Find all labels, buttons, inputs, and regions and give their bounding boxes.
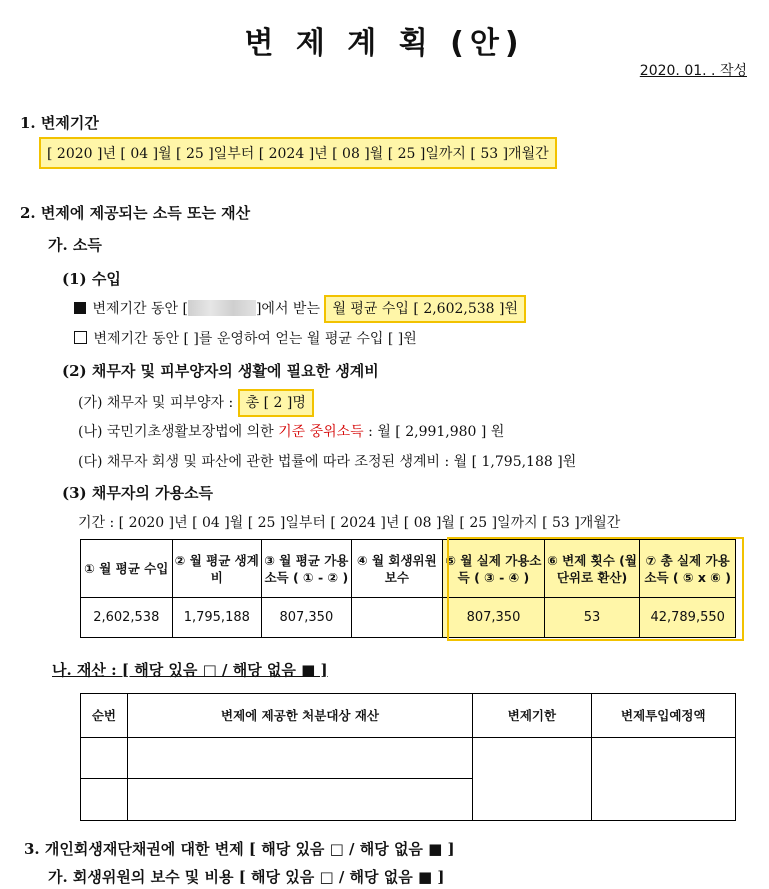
col-living-cost: ② 월 평균 생계비	[172, 540, 262, 598]
col-repayment-count: ⑥ 변제 횟수 (월 단위로 환산)	[544, 540, 640, 598]
col-trustee-fee: ④ 월 회생위원 보수	[351, 540, 443, 598]
col-seq: 순번	[81, 694, 128, 738]
living-cost-a-label: (가) 채무자 및 피부양자 :	[78, 395, 234, 411]
property-cell-item-2	[127, 779, 472, 821]
available-income-heading: (3) 채무자의 가용소득	[62, 484, 213, 502]
cell-actual-available: 807,350	[443, 598, 545, 638]
revenue-option-2-text: 변제기간 동안 [ ]를 운영하여 얻는 월 평균 수입 [ ]원	[93, 331, 417, 347]
section3-sub-a: 가. 회생위원의 보수 및 비용 [ 해당 있음 □ / 해당 없음 ■ ]	[48, 868, 445, 886]
property-cell-seq-2	[81, 779, 128, 821]
col-available-income: ③ 월 평균 가용소득 ( ① - ② )	[262, 540, 352, 598]
available-income-table	[80, 539, 736, 638]
living-cost-b-suffix: : 월 [ 2,991,980 ] 원	[368, 424, 505, 440]
cell-living-cost: 1,795,188	[172, 598, 262, 638]
income-heading: 가. 소득	[48, 236, 102, 254]
property-cell-item-1	[127, 738, 472, 779]
section2-heading: 2. 변제에 제공되는 소득 또는 재산	[20, 204, 251, 222]
col-actual-available: ⑤ 월 실제 가용소득 ( ③ - ④ )	[443, 540, 545, 598]
revenue-option-1-mid: ]에서 받는	[255, 301, 320, 317]
redacted-employer	[188, 300, 256, 316]
cell-available-income: 807,350	[262, 598, 352, 638]
col-deadline: 변제기한	[473, 694, 591, 738]
available-income-period: 기간 : [ 2020 ]년 [ 04 ]월 [ 25 ]일부터 [ 2024 ]년 [ 08 ]월 [ 25 ]일까지 [ 53 ]개월간	[78, 515, 621, 531]
col-monthly-income: ① 월 평균 수입	[81, 540, 173, 598]
col-property: 변제에 제공한 처분대상 재산	[127, 694, 472, 738]
revenue-option-1	[72, 298, 526, 318]
property-cell-seq-1	[81, 738, 128, 779]
cell-monthly-income: 2,602,538	[81, 598, 173, 638]
cell-trustee-fee	[351, 598, 443, 638]
cell-repayment-count: 53	[544, 598, 640, 638]
property-cell-deadline	[473, 738, 591, 821]
dependents-count: 총 [ 2 ]명	[238, 389, 314, 417]
section1-heading: 1. 변제기간	[20, 114, 99, 132]
section3-heading: 3. 개인회생재단채권에 대한 변제 [ 해당 있음 □ / 해당 없음 ■ ]	[24, 840, 455, 858]
repayment-period: [ 2020 ]년 [ 04 ]월 [ 25 ]일부터 [ 2024 ]년 [ 08 ]월 [ 25 ]일까지 [ 53 ]개월간	[39, 137, 557, 169]
cell-total-available: 42,789,550	[640, 598, 736, 638]
median-income-label: 기준 중위소득	[278, 424, 364, 440]
col-total-available: ⑦ 총 실제 가용소득 ( ⑤ x ⑥ )	[640, 540, 736, 598]
document-title: 변 제 계 획 (안)	[244, 26, 525, 61]
living-cost-c: (다) 채무자 회생 및 파산에 관한 법률에 따라 조정된 생계비 : 월 [ 1,795,188 ]원	[78, 454, 577, 470]
date-line: 2020. 01. . 작성	[639, 63, 747, 79]
revenue-option-2	[72, 328, 417, 348]
living-cost-heading: (2) 채무자 및 피부양자의 생활에 필요한 생계비	[62, 362, 379, 380]
monthly-average-income: 월 평균 수입 [ 2,602,538 ]원	[324, 295, 526, 323]
living-cost-b-prefix: (나) 국민기초생활보장법에 의한	[78, 424, 274, 440]
living-cost-b	[78, 421, 504, 441]
property-line: 나. 재산 : [ 해당 있음 □ / 해당 없음 ■ ]	[52, 661, 328, 679]
revenue-heading: (1) 수입	[62, 270, 121, 288]
checked-square-icon	[74, 302, 86, 314]
revenue-option-1-prefix: 변제기간 동안 [	[92, 301, 188, 317]
col-planned-amount: 변제투입예정액	[591, 694, 735, 738]
property-cell-amount	[591, 738, 735, 821]
property-table	[80, 693, 736, 821]
unchecked-square-icon	[74, 331, 87, 344]
living-cost-a	[78, 392, 314, 412]
